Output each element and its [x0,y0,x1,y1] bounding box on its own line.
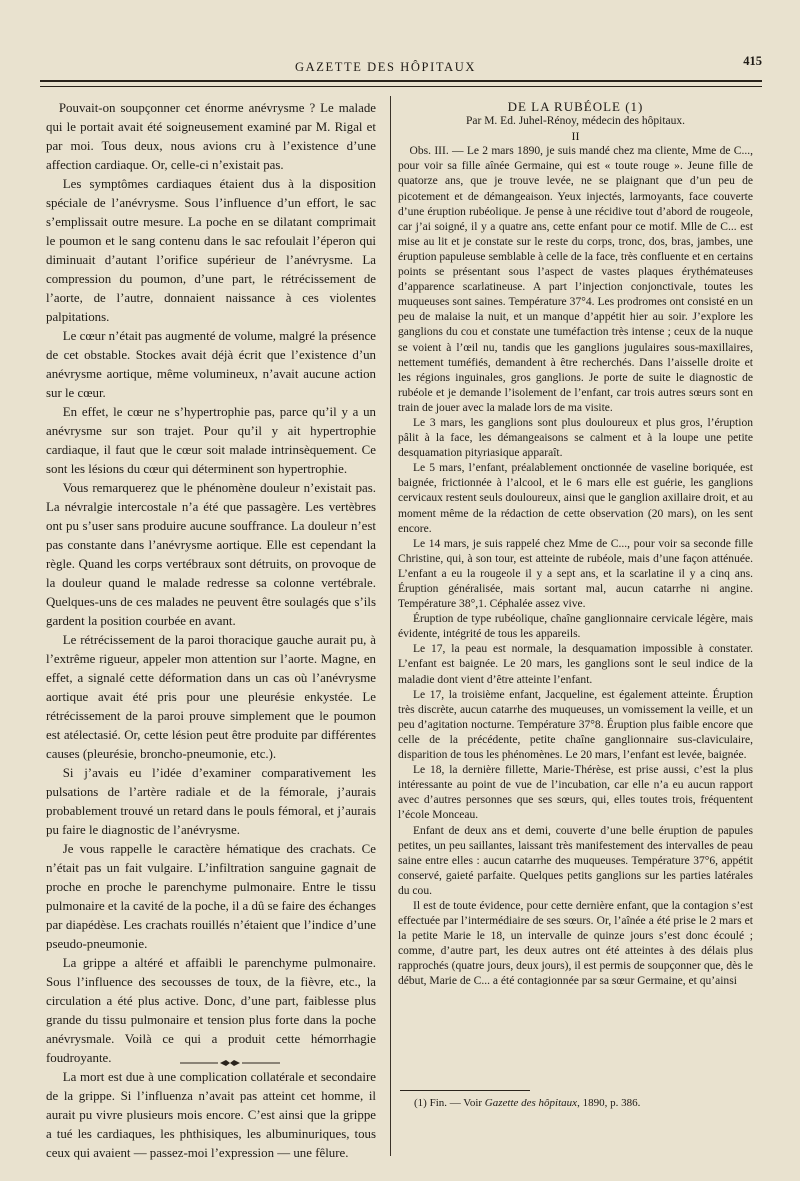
paragraph: Le rétrécissement de la paroi thoracique gauche aurait pu, à l’extrême rigueur, appeler mon attention sur l’aorte. Magne, en effet, a signalé cette déformation dans un cas où l’anévrysme aortique avait été pris pour une pleurésie enkystée. Le rétrécissement de la paroi prouve simplement que le poumon est atélectasié. Or, cette lésion peut être produite par différentes causes (pleurésie, broncho-pneumonie, etc.). [46,633,376,761]
paragraph: Le 14 mars, je suis rappelé chez Mme de C..., pour voir sa seconde fille Christine, qui, à son tour, est atteinte de rubéole, mais d’une façon atténuée. L’enfant a eu la rougeole il y a sept ans, et la scarlatine il y a cinq ans. Éruption généralisée, mais sortant mal, aucun catarrhe ni angine. Température 38°,1. Céphalée assez vive. [398,537,753,611]
paragraph: Vous remarquerez que le phénomène douleur n’existait pas. La névralgie intercostale n’a été que passagère. Les vertèbres ont pu s’user sans produire aucune souffrance. La douleur n’est pas constante dans l’anévrysme aortique. Elle est cependant la règle. Quand les corps vertébraux sont détruits, on provoque de la douleur quand le malade redresse sa colonne vertébrale. Quelques-uns de ces malades ne peuvent être soulagés que s’ils gardent la position courbée en avant. [46,481,376,628]
paragraph: La grippe a altéré et affaibli le parenchyme pulmonaire. Sous l’influence des secousses de toux, de la fièvre, etc., la circulation a été plus active. Donc, d’une part, faiblesse plus grande du tissu pulmonaire et tension plus forte dans la poche anévrysmale. Voilà ce qui a produit cette hémorrhagie foudroyante. [46,956,376,1065]
paragraph: Les symptômes cardiaques étaient dus à la disposition spéciale de l’anévrysme. Sous l’influence d’un effort, le sac s’emplissait outre mesure. La poche en se dilatant comprimait le poumon et le sang contenu dans le sac refoulait l’éperon qui diminuait d’autant l’orifice supérieur de l’anévrysme. La compression du poumon, d’une part, le rétrécissement de l’aorte, de l’autre, donnaient naissance à ces violentes palpitations. [46,177,376,324]
paragraph: Le 17, la troisième enfant, Jacqueline, est également atteinte. Éruption très discrète, aucun catarrhe des muqueuses, un vomissement la veille, et un peu d’agitation nocturne. Température 37°8. Éruption plus faible encore que celle de la précédente, petite chaîne ganglionnaire sus-claviculaire, disparition de tous les phénomènes. Le 20 mars, l’enfant est levée, baignée. [398,688,753,762]
footnote [414,1097,640,1109]
header-rule-thin [40,86,762,87]
header-rule [40,80,762,82]
paragraph: Je vous rappelle le caractère hématique des crachats. Ce n’était pas un fait vulgaire. L’infiltration sanguine gagnait de proche en proche le parenchyme pulmonaire. Entre le tissu pulmonaire et la cavité de la poche, il a dû se faire des échanges par diapédèse. Les crachats rouillés n’étaient que l’indice d’une pseudo-pneumonie. [46,842,376,951]
article-title: DE LA RUBÉOLE (1) [507,99,644,114]
paragraph: Obs. III. — Le 2 mars 1890, je suis mandé chez ma cliente, Mme de C..., pour voir sa fille aînée Germaine, qui est « toute rouge ». Jeune fille de quatorze ans, que je trouve levée, ne se plaignant que d’un peu de picotement et de démangeaison. Yeux injectés, larmoyants, face couverte d’une éruption rubéolique. Je pense à une récidive tout d’abord de rougeole, car j’ai soigné, il y a quatre ans, cette enfant pour ce motif. Mlle de C... est mise au lit et je constate sur le reste du corps, tronc, dos, bras, jambes, une éruption papuleuse semblable à celle de la face, très confluente et en certains points se présentant sous l’aspect de vastes plaques érythémateuses d’apparence scarlatineuse. A part l’injection conjonctivale, toutes les muqueuses sont saines. Température 37°4. Les prodromes ont consisté en un peu de malaise la nuit, et un manque d’appétit hier au soir. J’explore les ganglions du cou et constate une tuméfaction très intense ; ceux de la nuque se voient à l’œil nu, tandis que les ganglions jugulaires sous-maxillaires, nettement tuméfiés, demandent à être recherchés. Dans l’aisselle droite et les régions inguinales, gros ganglions. Je porte de suite le diagnostic de rubéole et je demande l’isolement de l’enfant, car trois autres sœurs sont en train de jouer avec la malade lors de ma visite. [398,145,753,414]
paragraph: Le 3 mars, les ganglions sont plus douloureux et plus gros, l’éruption pâlit à la face, les démangeaisons se calment et à la loupe une petite desquamation pityriasique apparaît. [398,416,753,460]
right-column [398,99,753,990]
article-byline: Par M. Ed. Juhel-Rénoy, médecin des hôpitaux. [466,115,685,128]
paragraph: Le cœur n’était pas augmenté de volume, malgré la présence de cet obstable. Stockes avait déjà écrit que l’existence d’un anévrysme aortique, même volumineux, n’avait aucune action sur le cœur. [46,329,376,400]
paragraph: Le 18, la dernière fillette, Marie-Thérèse, est prise aussi, c’est la plus intéressante au point de vue de l’incubation, car elle n’a eu aucun rapport avec d’autres personnes que ses sœurs, qui, elles toutes trois, fréquentent l’école Monceau. [398,764,753,822]
page-header [40,56,762,78]
paragraph: Le 17, la peau est normale, la desquamation impossible à constater. L’enfant est baignée. Le 20 mars, les ganglions sont le seul indice de la maladie dont vient d’être atteinte l’enfant. [398,643,753,686]
end-ornament [180,1058,280,1068]
paragraph: La mort est due à une complication collatérale et secondaire de la grippe. Si l’influenza n’avait pas atteint cet homme, il aurait pu vivre plusieurs mois encore. C’est ainsi que la grippe a tué les cardiaques, les phthisiques, les albuminuriques, tous ceux qui avaient — passez-moi l’expression — une fêlure. [46,1070,376,1160]
footnote-rule [400,1090,530,1091]
journal-title: GAZETTE DES HÔPITAUX [295,60,476,74]
section-number: II [571,129,580,144]
paragraph: Le 5 mars, l’enfant, préalablement onctionnée de vaseline boriquée, est baignée, frictionnée à l’alcool, et le 6 mars elle est guérie, les ganglions cervicaux restent seuls douloureux, ainsi que le ganglion axillaire droit, et au moment même de la rédaction de cette observation (20 mars), on les sent encore. [398,462,753,535]
left-column [46,99,376,1163]
footnote-source: Gazette des hôpitaux [484,1097,578,1109]
footnote-marker: (1) Fin. — Voir [414,1097,483,1109]
footnote-ref: , 1890, p. 386. [577,1097,641,1109]
column-divider [390,96,391,1156]
paragraph: Si j’avais eu l’idée d’examiner comparativement les pulsations de l’artère radiale et de la fémorale, j’aurais probablement trouvé un retard dans le pouls fémoral, et j’aurais pu faire le diagnostic de l’anévrysme. [46,766,376,837]
paragraph: Éruption de type rubéolique, chaîne ganglionnaire cervicale légère, mais évidente, intégrité de tous les appareils. [398,613,753,641]
paragraph: Enfant de deux ans et demi, couverte d’une belle éruption de papules petites, un peu saillantes, laissant très manifestement des intervalles de peau saine entre elles : aucun catarrhe des muqueuses. Température 37°6, appétit conservé, gaieté parfaite. Quelques petits ganglions sur les parties latérales du cou. [398,824,753,897]
paragraph: En effet, le cœur ne s’hypertrophie pas, parce qu’il y a un anévrysme sur son trajet. Pour qu’il y ait hypertrophie cardiaque, il faut que le cœur soit malade intrinsèquement. Ce sont les lésions du cœur qui déterminent son hypertrophie. [46,405,376,476]
paragraph: Il est de toute évidence, pour cette dernière enfant, que la contagion s’est effectuée par l’intermédiaire de ses sœurs. Or, l’aînée a été prise le 2 mars et la petite Marie le 18, un intervalle de quinze jours s’est donc écoulé ; comme, d’autre part, les deux autres ont été atteintes à des délais plus rapprochés (quatre jours, deux jours), il est permis de soupçonner que, dès le début, Marie de C... a été contagionnée par sa sœur Germaine, et qu’ainsi [398,899,753,988]
page-number: 415 [743,54,762,68]
paragraph: Pouvait-on soupçonner cet énorme anévrysme ? Le malade qui le portait avait été soigneusement examiné par M. Rigal et par moi. Tous deux, nous avions cru à l’existence d’une affection cardiaque. Or, celle-ci n’existait pas. [46,101,376,172]
